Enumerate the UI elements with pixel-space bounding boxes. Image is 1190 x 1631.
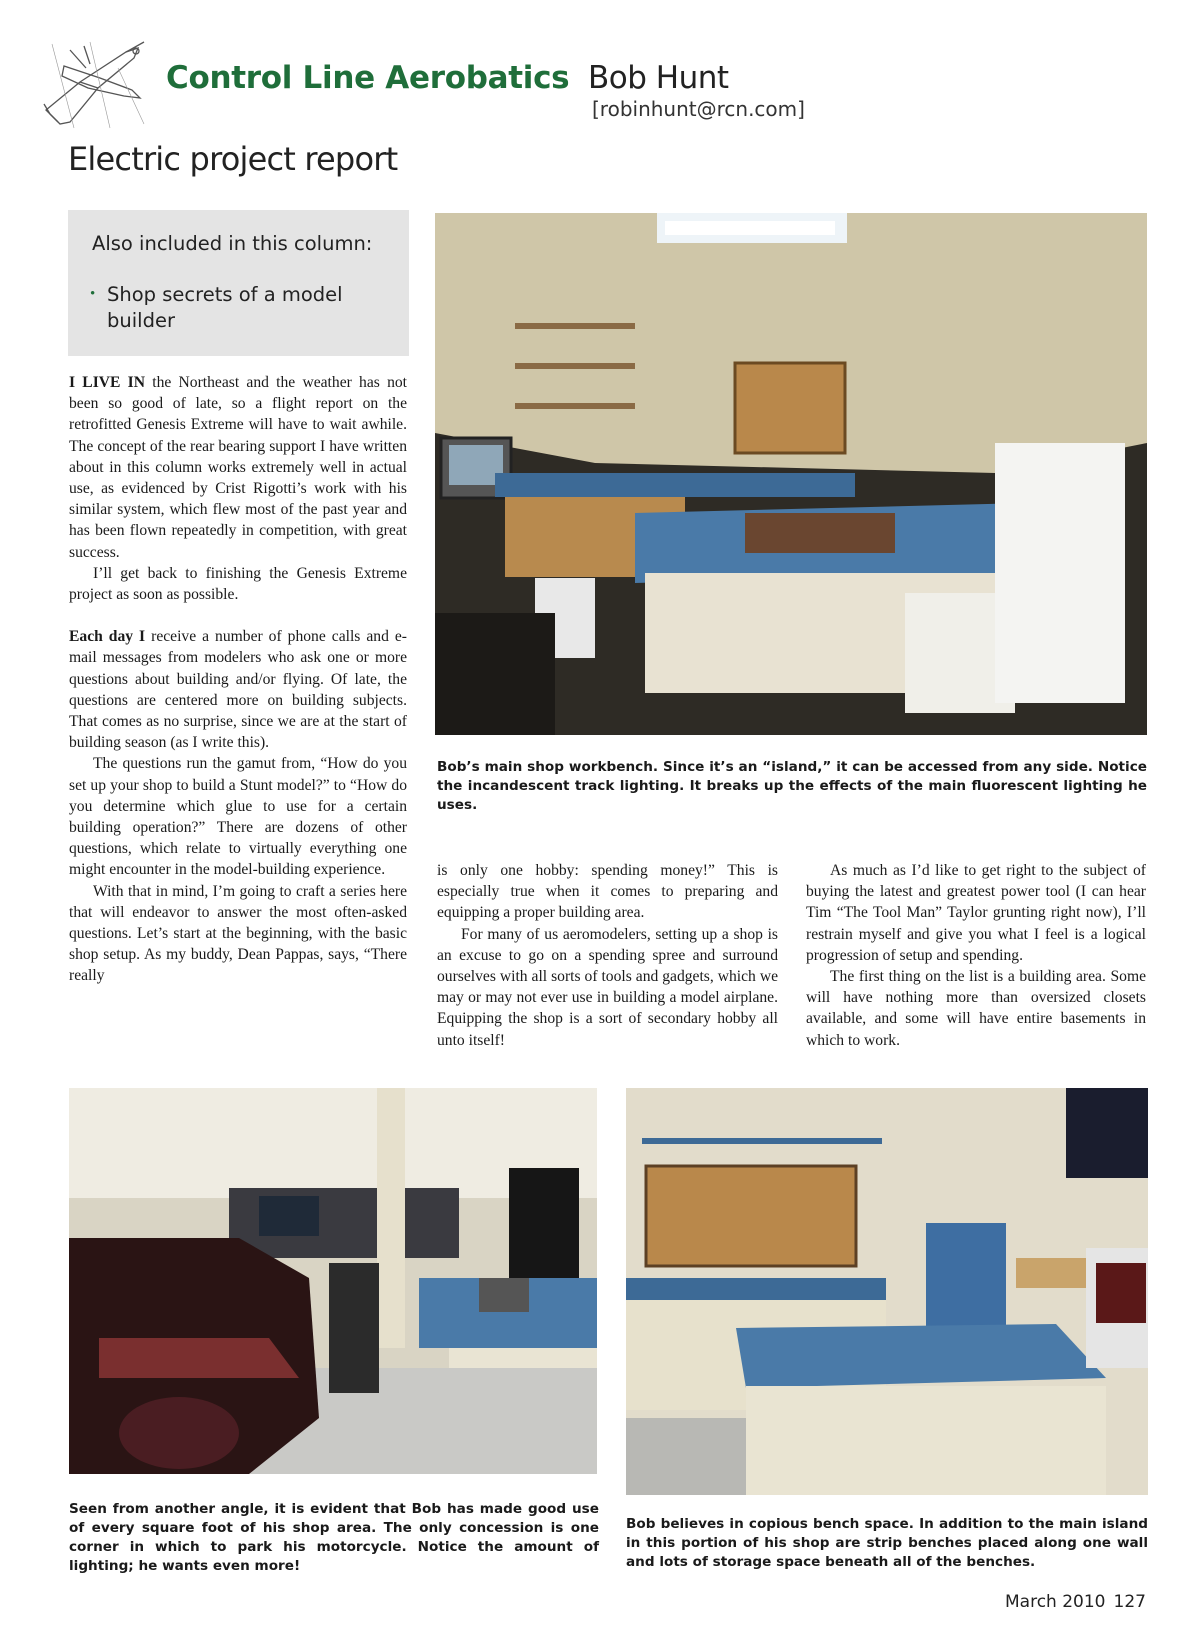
photo-caption: Bob’s main shop workbench. Since it’s an “island,” it can be accessed from any side. Notice the incandescent track lighting. It breaks up the effects of the main fluorescent lighting he uses. [437, 759, 1147, 813]
page-number: 127 [1113, 1592, 1146, 1612]
photo-caption: Seen from another angle, it is evident that Bob has made good use of every square foot of his shop area. The only concession is one corner in which to park his motorcycle. Notice the amount of lighting; he wants even more! [69, 1501, 599, 1574]
bullet-icon: • [90, 286, 96, 302]
text-column-1 [69, 372, 407, 987]
workshop-photo-illustration [435, 213, 1147, 735]
issue-date: March 2010 [1005, 1592, 1106, 1612]
paragraph [69, 626, 407, 753]
article-headline: Electric project report [68, 140, 398, 178]
paragraph: The first thing on the list is a building area. Some will have nothing more than oversized closets available, and some will have entire basements in which to work. [806, 968, 1146, 1049]
paragraph: For many of us aeromodelers, setting up a shop is an excuse to go on a spending spree and surround ourselves with all sorts of tools and gadgets, which we may or may not ever use in building a model airplane. Equipping the shop is a sort of secondary hobby all unto itself! [437, 925, 778, 1049]
sidebar-box [68, 210, 409, 356]
paragraph: is only one hobby: spending money!” This is especially true when it comes to preparing and equipping a proper building area. [437, 862, 778, 922]
run-in-lead: Each day I [69, 628, 146, 646]
author-name: Bob Hunt [588, 60, 729, 96]
page-footer [1005, 1592, 1146, 1612]
airplane-sketch-icon [40, 38, 152, 134]
workshop-photo-illustration [69, 1088, 597, 1474]
text-column-2 [437, 860, 778, 1051]
photo-caption: Bob believes in copious bench space. In addition to the main island in this portion of his shop are strip benches placed along one wall and lots of storage space beneath all of the benches. [626, 1516, 1148, 1570]
paragraph: The questions run the gamut from, “How do you set up your shop to build a Stunt model?” to “How do you determine which glue to use for a certain building operation?” There are dozens of other questions, which relate to virtually everything one might encounter in the model-building experience. [69, 755, 407, 879]
paragraph: As much as I’d like to get right to the subject of buying the latest and greatest power tool (I can hear Tim “The Tool Man” Taylor grunting right now), I’ll restrain myself and give you what I feel is a logical progression of setup and spending. [806, 862, 1146, 964]
sidebar-title: Also included in this column: [92, 232, 373, 255]
column-title: Control Line Aerobatics [166, 60, 570, 96]
paragraph: With that in mind, I’m going to craft a series here that will endeavor to answer the most often-asked questions. Let’s start at the beginning, with the basic shop setup. As my buddy, Dean Pappas, says, “There really [69, 882, 407, 985]
workshop-photo-illustration [626, 1088, 1148, 1495]
paragraph-text: the Northeast and the weather has not been so good of late, so a flight report on the retrofitted Genesis Extreme will have to wait awhile. The concept of the rear bearing support I have written about in this column works extremely well in actual use, as evidenced by Crist Rigotti’s work with his similar system, which flew most of the past year and has been flown repeatedly in competition, with great success. [69, 374, 407, 561]
author-email: [robinhunt@rcn.com] [592, 97, 805, 121]
sidebar-item: Shop secrets of a model builder [107, 283, 343, 332]
photo-main-workbench [435, 213, 1147, 735]
photo-bench-space [626, 1088, 1148, 1495]
paragraph: I’ll get back to finishing the Genesis Extreme project as soon as possible. [69, 564, 407, 604]
run-in-lead: I LIVE IN [69, 374, 146, 391]
photo-shop-angle [69, 1088, 597, 1474]
paragraph [69, 372, 407, 563]
paragraph-text: receive a number of phone calls and e-mail messages from modelers who ask one or more questions about building and/or flying. Of late, the questions are centered more on building subjects. That comes as no surprise, since we are at the start of building season (as I write this). [69, 628, 407, 752]
text-column-3 [806, 860, 1146, 1051]
